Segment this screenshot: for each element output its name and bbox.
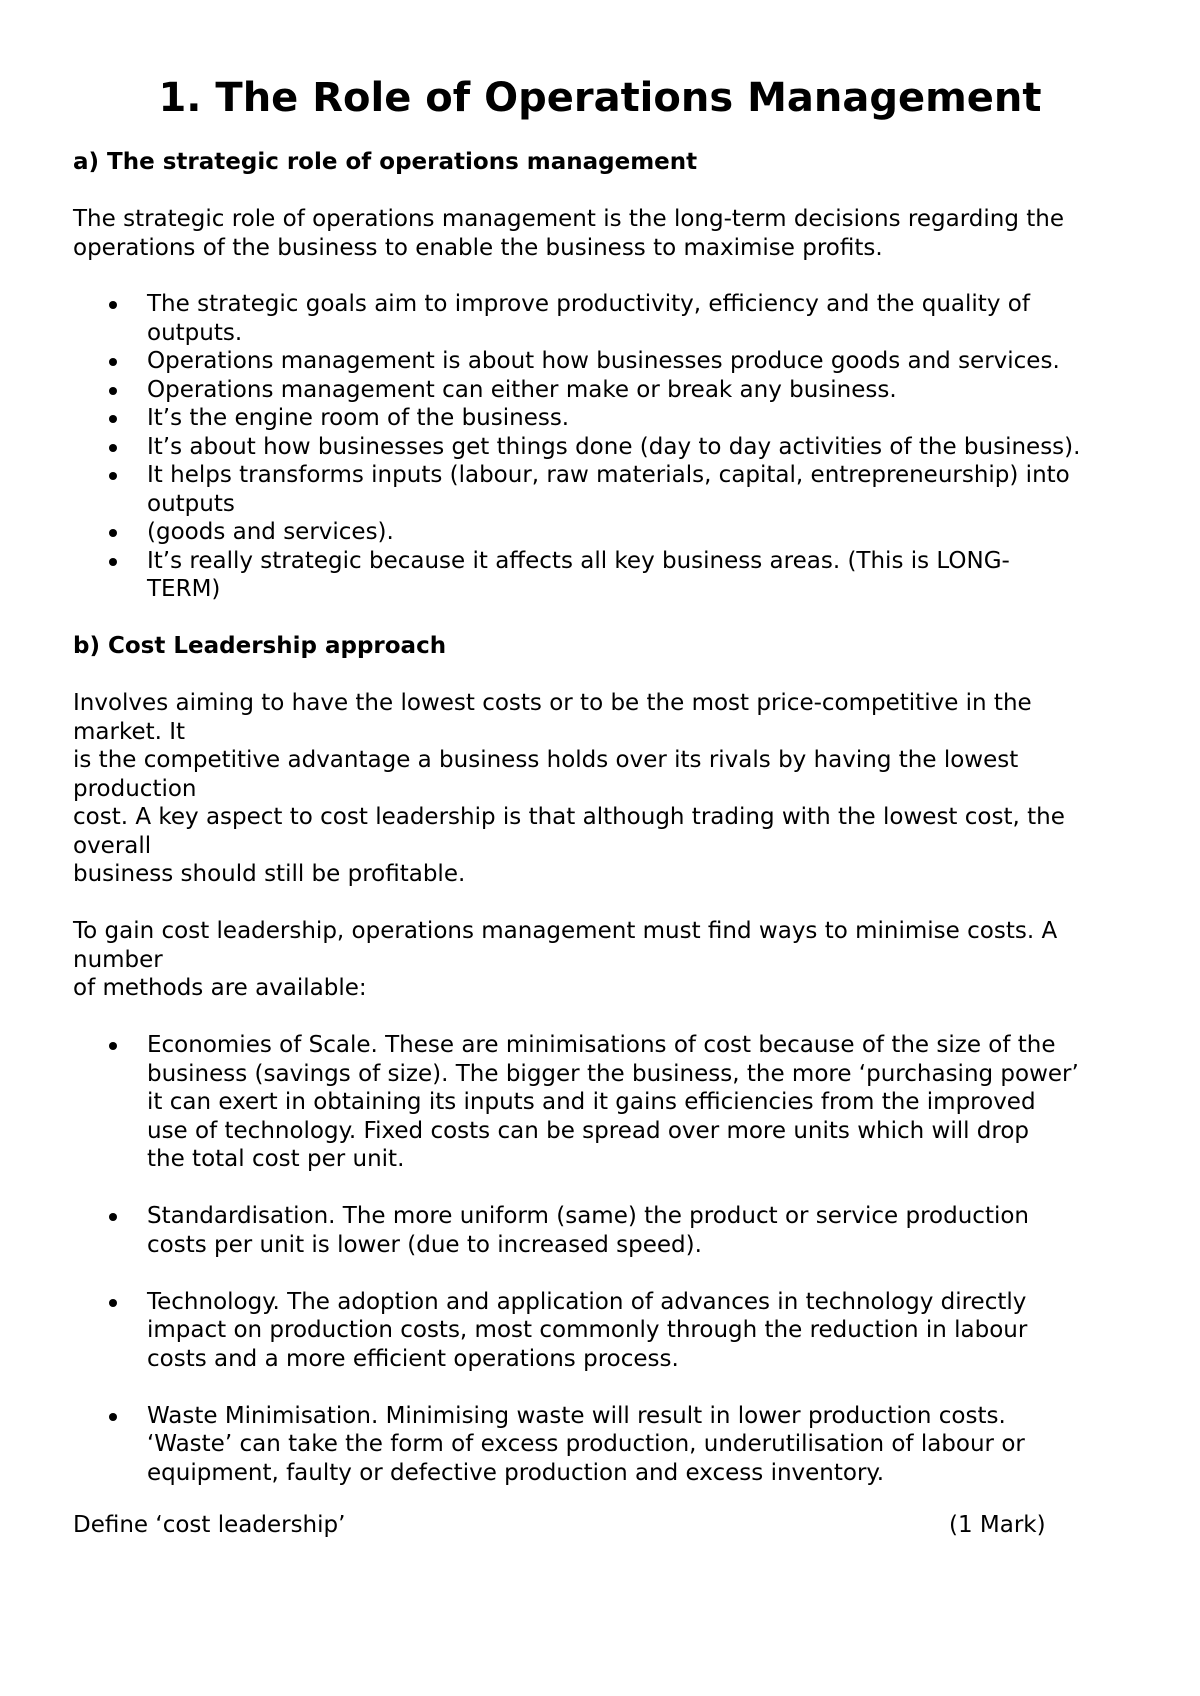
list-item-text: Operations management is about how businesses produce goods and services. — [147, 348, 1060, 374]
section-b-paragraph-2: To gain cost leadership, operations management must find ways to minimise costs. A number of methods are available: — [73, 918, 1058, 1001]
bullet-icon — [109, 1042, 117, 1050]
list-item — [0, 290, 1160, 347]
list-item-text: Technology. The adoption and application of advances in technology directly impact on production costs, most commonly through the reduction in labour costs and a more efficient operations process. — [147, 1288, 1028, 1372]
bullet-icon — [109, 472, 117, 480]
list-item — [0, 518, 1160, 547]
bullet-icon — [109, 301, 117, 309]
bullet-icon — [109, 558, 117, 566]
bullet-icon — [109, 387, 117, 395]
page-title: 1. The Role of Operations Management — [158, 75, 1042, 121]
list-item-text: Economies of Scale. These are minimisations of cost because of the size of the business (savings of size). The bigger the business, the more ‘purchasing power’ it can exert in obtaining its inputs and it gains efficiencies from the improved use of technology. Fixed costs can be spread over more units which will drop the total cost per unit. — [147, 1032, 1079, 1172]
list-item — [0, 461, 1160, 518]
list-item — [0, 404, 1160, 433]
bullet-icon — [109, 1299, 117, 1307]
list-item-text: Waste Minimisation. Minimising waste will result in lower production costs. ‘Waste’ can take the form of excess production, underutilisation of labour or equipment, faulty or defective production and excess inventory. — [147, 1402, 1025, 1486]
list-item-text: It’s really strategic because it affects all key business areas. (This is LONG- TERM) — [147, 547, 1010, 602]
question-marks: (1 Mark) — [949, 1512, 1046, 1538]
bullet-icon — [109, 415, 117, 423]
list-item-text: Standardisation. The more uniform (same) the product or service production costs per unit is lower (due to increased speed). — [147, 1203, 1029, 1258]
list-item-text: It’s about how businesses get things done (day to day activities of the business). — [147, 433, 1081, 460]
section-a-intro: The strategic role of operations management is the long-term decisions regarding the operations of the business to enable the business to maximise profits. — [73, 206, 1064, 261]
section-a-heading: a) The strategic role of operations management — [73, 149, 698, 175]
list-item — [0, 347, 1160, 376]
list-item — [0, 376, 1160, 405]
list-item-text: It helps transforms inputs (labour, raw materials, capital, entrepreneurship) into outputs — [147, 462, 1070, 517]
list-item — [0, 433, 1160, 462]
section-a-bullet-list — [0, 290, 1160, 604]
bullet-icon — [109, 358, 117, 366]
question-text: Define ‘cost leadership’ — [73, 1512, 346, 1538]
list-item — [0, 1031, 1160, 1174]
list-item — [0, 1202, 1160, 1259]
bullet-icon — [109, 1213, 117, 1221]
bullet-icon — [109, 529, 117, 537]
list-item-text: Operations management can either make or break any business. — [147, 376, 897, 403]
bullet-icon — [109, 444, 117, 452]
list-item — [0, 1288, 1160, 1374]
list-item-text: It’s the engine room of the business. — [147, 405, 570, 431]
list-item — [0, 1402, 1160, 1488]
section-b-paragraph-1: Involves aiming to have the lowest costs or to be the most price-competitive in the market. It is the competitive advantage a business holds over its rivals by having the lowest production cost. A key aspect to cost leadership is that although trading with the lowest cost, the overall business should still be profitable. — [73, 690, 1065, 887]
section-b-bullet-list — [0, 1031, 1160, 1516]
bullet-icon — [109, 1413, 117, 1421]
list-item — [0, 547, 1160, 604]
list-item-text: The strategic goals aim to improve productivity, efficiency and the quality of outputs. — [147, 291, 1030, 346]
section-b-heading: b) Cost Leadership approach — [73, 633, 447, 659]
list-item-text: (goods and services). — [147, 519, 394, 545]
